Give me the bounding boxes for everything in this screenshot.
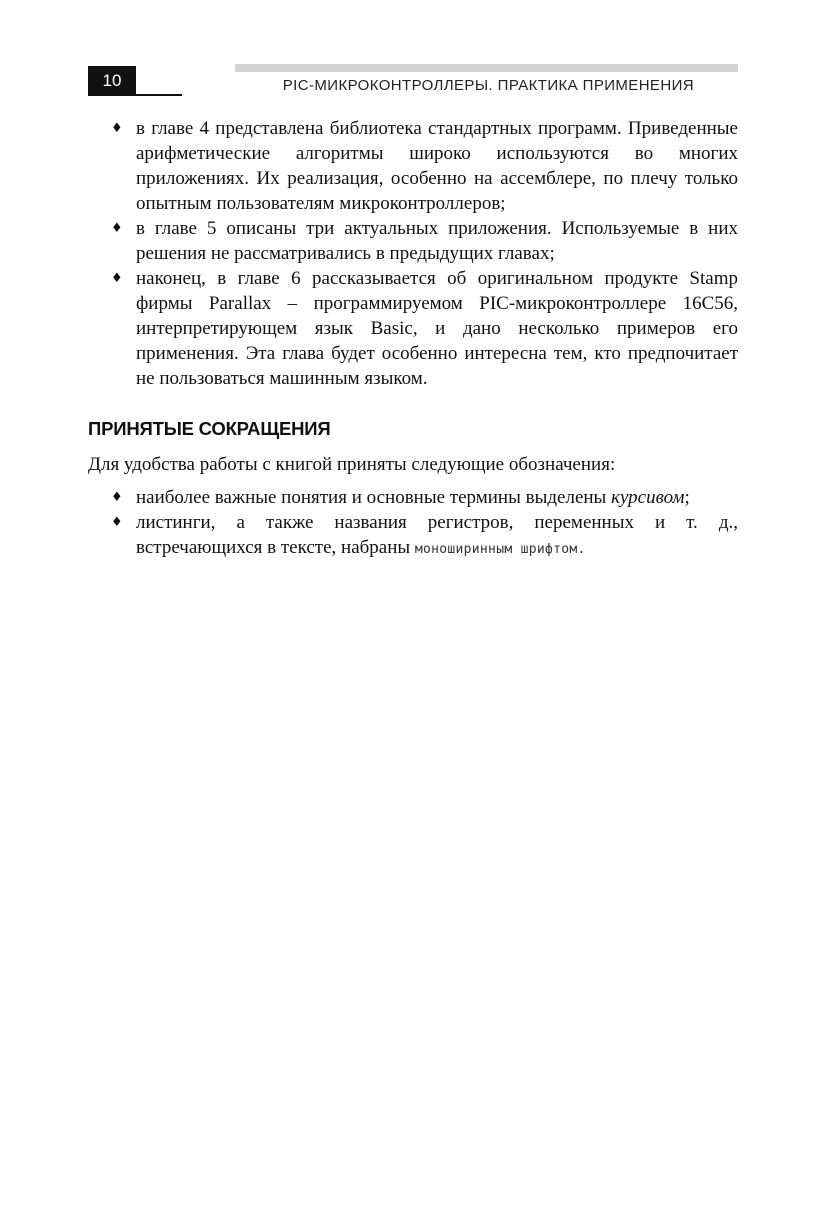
list-item-text: наконец, в главе 6 рассказывается об оригинальном продукте Stamp фирмы Parallax – программируемом PIC-микроконтроллере 16C56, интерпретирующем язык Basic, и дано несколько примеров его применения. Эта глава будет особенно интересна тем, кто предпочитает не пользоваться машинным языком. [136,268,738,389]
bullet-diamond-icon: ♦ [111,271,123,286]
list-item-tail: ; [684,487,690,508]
page-number: 10 [88,66,136,96]
conventions-list [88,485,738,562]
page-header [88,64,738,96]
list-item [88,216,738,266]
list-item-text: наиболее важные понятия и основные термины выделены [136,487,612,508]
list-item-text: в главе 4 представлена библиотека стандартных программ. Приведенные арифметические алгоритмы широко используются во многих приложениях. Их реализация, особенно на ассемблере, по плечу только опытным пользователям микроконтроллеров; [136,118,738,214]
page-number-rule [136,94,182,96]
bullet-diamond-icon: ♦ [111,490,123,505]
list-item-text: листинги, а также названия регистров, переменных и т. д., встречающихся в тексте, набраны [136,512,738,558]
list-item [88,485,738,510]
header-band [235,64,738,72]
bullet-diamond-icon: ♦ [111,515,123,530]
running-title: PIC-МИКРОКОНТРОЛЛЕРЫ. ПРАКТИКА ПРИМЕНЕНИЯ [282,77,694,94]
list-item [88,116,738,216]
bullet-diamond-icon: ♦ [111,121,123,136]
list-item [88,266,738,391]
list-item-text: в главе 5 описаны три актуальных приложения. Используемые в них решения не рассматривались в предыдущих главах; [136,218,738,264]
italic-sample: курсивом [611,487,685,508]
section-heading: ПРИНЯТЫЕ СОКРАЩЕНИЯ [88,418,331,439]
page-content [88,116,738,562]
monospace-sample: моноширинным шрифтом. [414,542,586,557]
list-item [88,510,738,562]
bullet-diamond-icon: ♦ [111,221,123,236]
chapters-list [88,116,738,391]
section-intro: Для удобства работы с книгой приняты следующие обозначения: [88,454,616,475]
